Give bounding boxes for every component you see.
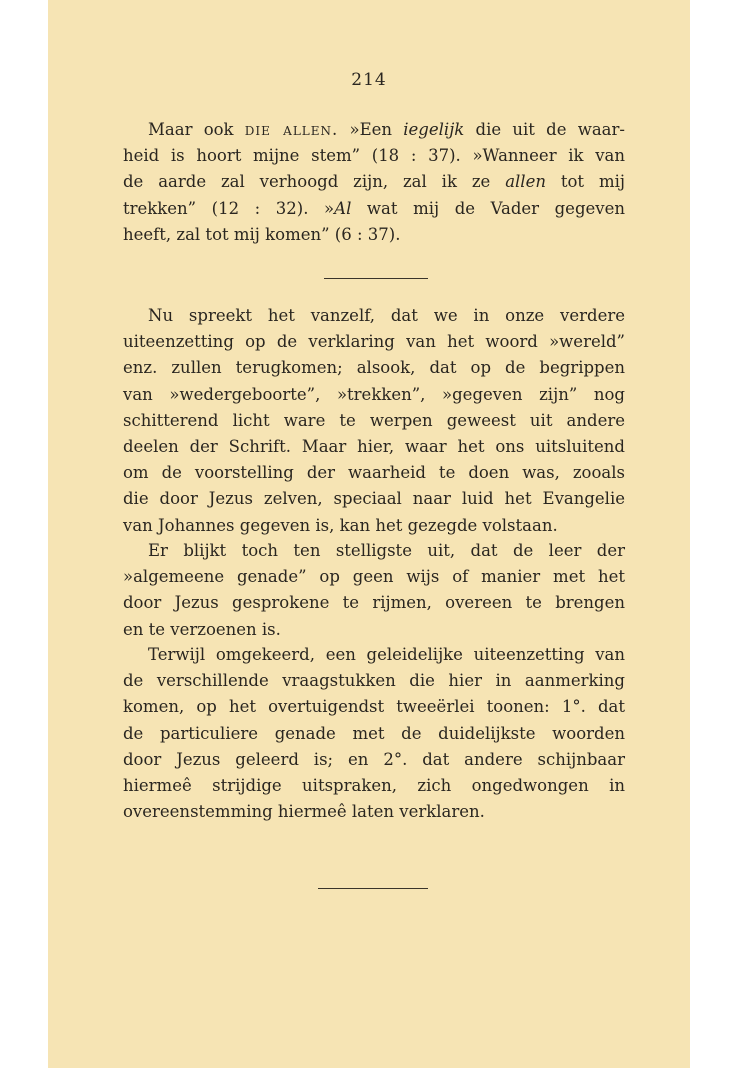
text-line: deelen der Schrift. Maar hier, waar het ons uitsluitend	[123, 436, 625, 456]
italic-run: allen	[505, 172, 546, 192]
text-line: de particuliere genade met de duidelijkste woorden	[123, 723, 625, 743]
text-line: van »wedergeboorte”, »trekken”, »gegeven zijn” nog	[123, 384, 625, 404]
text-run: heeft, zal tot mij komen” (6 : 37).	[123, 224, 401, 244]
text-line: Terwijl omgekeerd, een geleidelijke uiteenzetting van	[148, 645, 625, 664]
text-run: »Een	[338, 120, 404, 139]
italic-run: iegelijk	[403, 120, 465, 139]
text-run: die uit de waar-	[464, 120, 625, 139]
text-line: enz. zullen terugkomen; alsook, dat op de begrippen	[123, 358, 625, 378]
small-caps-run: die allen.	[244, 120, 339, 139]
text-line	[123, 196, 625, 222]
text-line: Nu spreekt het vanzelf, dat we in onze verdere	[148, 306, 625, 325]
text-line: door Jezus geleerd is; en 2°. dat andere schijnbaar	[123, 749, 625, 769]
text-line: Er blijkt toch ten stelligste uit, dat de leer der	[148, 541, 625, 560]
text-line: hiermeê strijdige uitspraken, zich ongedwongen in	[123, 775, 625, 795]
book-page	[48, 0, 690, 1068]
text-line	[123, 169, 625, 195]
paragraph-3	[123, 642, 625, 825]
text-line: van Johannes gegeven is, kan het gezegde volstaan.	[123, 515, 558, 535]
italic-run: Al	[334, 198, 352, 218]
text-line: de verschillende vraagstukken die hier in aanmerking	[123, 671, 625, 691]
text-line: die door Jezus zelven, speciaal naar luid het Evangelie	[123, 489, 625, 509]
text-line: overeenstemming hiermeê laten verklaren.	[123, 802, 485, 822]
text-line	[123, 117, 625, 143]
text-line: schitterend licht ware te werpen geweest uit andere	[123, 410, 625, 430]
paragraph-1	[123, 303, 625, 539]
text-run: tot mij	[545, 172, 625, 192]
text-line	[123, 143, 625, 169]
text-line: en te verzoenen is.	[123, 619, 281, 639]
text-line: komen, op het overtuigendst tweeërlei toonen: 1°. dat	[123, 697, 625, 717]
text-run: Maar ook	[148, 120, 245, 139]
text-line: door Jezus gesprokene te rijmen, overeen te brengen	[123, 593, 625, 613]
text-line	[123, 222, 625, 248]
text-line: »algemeene genade” op geen wijs of manier met het	[123, 567, 625, 587]
page-number: 214	[351, 70, 387, 90]
text-run: heid is hoort mijne stem” (18 : 37). »Wanneer ik van	[123, 146, 625, 166]
opening-paragraph	[123, 117, 625, 248]
text-run: trekken” (12 : 32). »	[123, 198, 335, 218]
section-divider-top	[324, 278, 428, 279]
text-line: uiteenzetting op de verklaring van het woord »wereld”	[123, 332, 625, 352]
text-run: wat mij de Vader gegeven	[351, 198, 625, 218]
text-run: de aarde zal verhoogd zijn, zal ik ze	[123, 172, 506, 192]
paragraph-2	[123, 538, 625, 643]
section-divider-bottom	[318, 888, 428, 889]
text-line: om de voorstelling der waarheid te doen was, zooals	[123, 463, 625, 483]
